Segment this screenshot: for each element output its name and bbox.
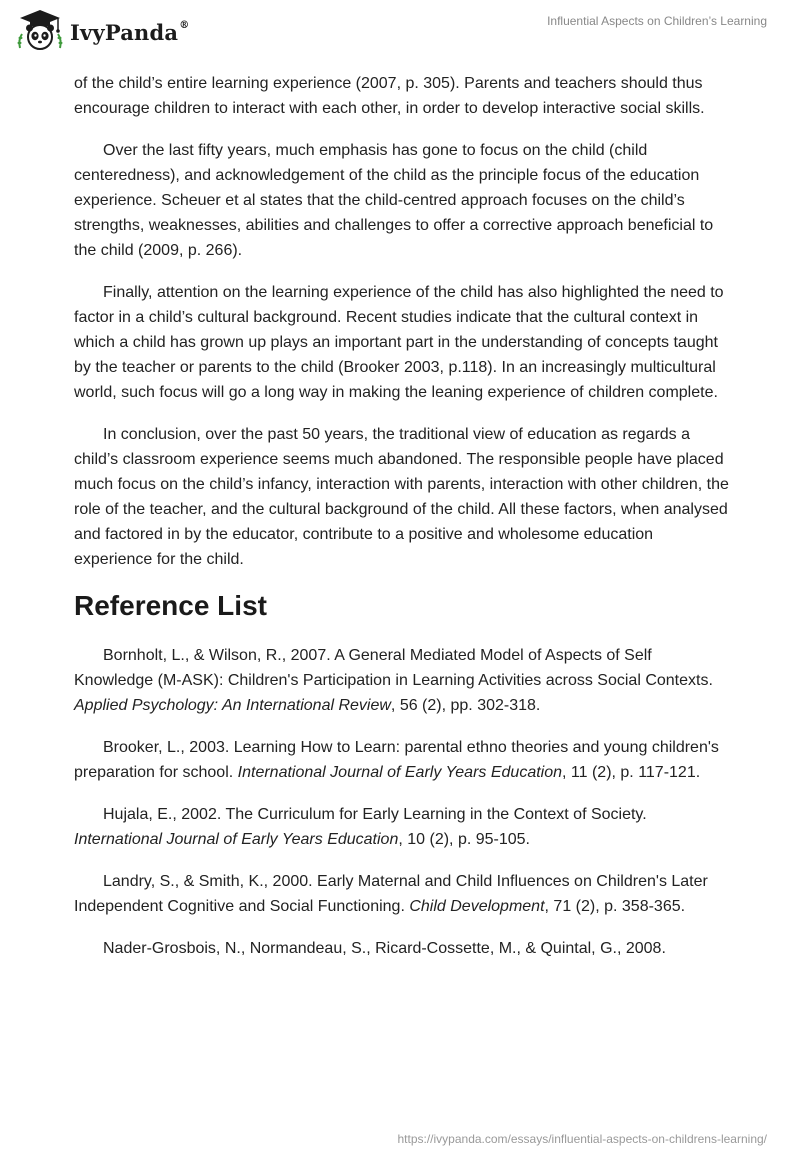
body-paragraph: of the child’s entire learning experience (2007, p. 305). Parents and teachers should thus encourage children to interact with each other, in order to develop interactive social skills. (74, 75, 705, 117)
reference-entry: Bornholt, L., & Wilson, R., 2007. A General Mediated Model of Aspects of Self Knowledge (M-ASK): Children's Participation in Learning Activities across Social Contexts. Applied Psychology: An International Review, 56 (2), pp. 302-318. (74, 647, 713, 714)
body-paragraph: Over the last fifty years, much emphasis has gone to focus on the child (child centeredness), and acknowledgement of the child as the principle focus of the education experience. Scheuer et al states that the child-centred approach focuses on the child’s strengths, weaknesses, abilities and challenges to offer a corrective approach beneficial to the child (2009, p. 266). (74, 142, 714, 259)
reference-entry: Nader-Grosbois, N., Normandeau, S., Ricard-Cossette, M., & Quintal, G., 2008. (103, 940, 666, 957)
page-header (0, 0, 800, 68)
reference-entry: Hujala, E., 2002. The Curriculum for Early Learning in the Context of Society. International Journal of Early Years Education, 10 (2), p. 95-105. (74, 806, 647, 848)
essay-content (74, 71, 734, 978)
running-title: Influential Aspects on Children’s Learning (547, 14, 767, 28)
reference-entry: Landry, S., & Smith, K., 2000. Early Maternal and Child Influences on Children's Later Independent Cognitive and Social Functioning. Child Development, 71 (2), p. 358-365. (74, 873, 708, 915)
body-paragraph: In conclusion, over the past 50 years, the traditional view of education as regards a child’s classroom experience seems much abandoned. The responsible people have placed much focus on the child’s infancy, interaction with parents, interaction with other children, the role of the teacher, and the cultural background of the child. All these factors, when analysed and factored in by the educator, contribute to a positive and wholesome education experience for the child. (74, 426, 729, 568)
reference-entry: Brooker, L., 2003. Learning How to Learn: parental ethno theories and young children's preparation for school. International Journal of Early Years Education, 11 (2), p. 117-121. (74, 739, 719, 781)
registered-mark: ® (179, 19, 190, 31)
source-url-link[interactable]: https://ivypanda.com/essays/influential-aspects-on-childrens-learning/ (397, 1132, 767, 1146)
reference-list-heading: Reference List (74, 590, 267, 621)
body-paragraph: Finally, attention on the learning experience of the child has also highlighted the need to factor in a child’s cultural background. Recent studies indicate that the cultural context in which a child has grown up plays an important part in the understanding of concepts taught by the teacher or parents to the child (Brooker 2003, p.118). In an increasingly multicultural world, such focus will go a long way in making the leaning experience of children complete. (74, 284, 724, 401)
brand-logo[interactable] (14, 8, 189, 52)
brand-name: IvyPanda® (70, 19, 190, 45)
panda-graduate-icon (14, 8, 66, 52)
